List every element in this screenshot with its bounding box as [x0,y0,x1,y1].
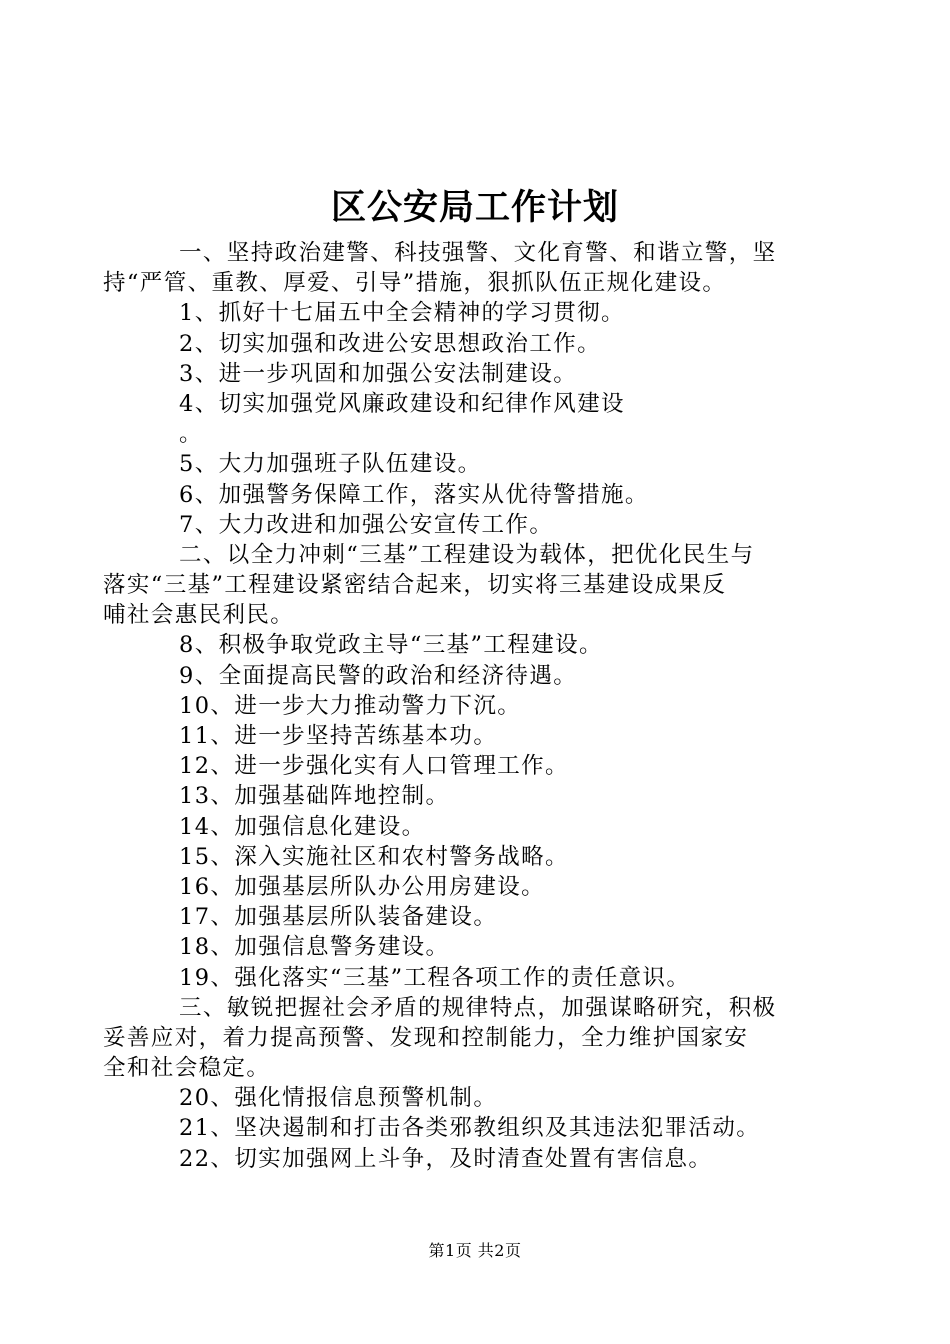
list-item: 13、加强基础阵地控制。 [179,783,450,810]
paragraph-line: 妥善应对，着力提高预警、发现和控制能力，全力维护国家安 [103,1024,749,1051]
list-item: 11、进一步坚持苦练基本功。 [179,723,498,749]
list-item: 4、切实加强党风廉政建设和纪律作风建设 [179,390,625,417]
list-item: 6、加强警务保障工作，落实从优待警措施。 [179,481,649,508]
list-item: 8、积极争取党政主导“三基”工程建设。 [179,632,603,659]
list-item: 21、坚决遏制和打击各类邪教组织及其违法犯罪活动。 [179,1115,761,1142]
list-item: 18、加强信息警务建设。 [179,934,450,961]
list-item: 。 [179,421,203,448]
page-footer: 第1页 共2页 [428,1241,522,1260]
list-item: 3、进一步巩固和加强公安法制建设。 [179,360,578,387]
list-item: 15、深入实施社区和农村警务战略。 [179,843,569,870]
list-item: 17、加强基层所队装备建设。 [179,904,498,931]
list-item: 19、强化落实“三基”工程各项工作的责任意识。 [179,964,691,991]
paragraph-line: 全和社会稳定。 [103,1055,271,1082]
paragraph-line: 三、敏锐把握社会矛盾的规律特点，加强谋略研究，积极 [179,994,777,1021]
document-body [103,238,833,1174]
list-item: 14、加强信息化建设。 [179,813,426,840]
list-item: 16、加强基层所队办公用房建设。 [179,873,546,900]
list-item: 10、进一步大力推动警力下沉。 [179,692,522,719]
paragraph-line: 哺社会惠民利民。 [103,602,295,629]
list-item: 9、全面提高民警的政治和经济待遇。 [179,662,578,689]
list-item: 5、大力加强班子队伍建设。 [179,451,482,478]
paragraph-line: 持“严管、重教、厚爱、引导”措施，狠抓队伍正规化建设。 [103,270,727,297]
list-item: 2、切实加强和改进公安思想政治工作。 [179,330,602,357]
list-item: 7、大力改进和加强公安宣传工作。 [179,511,554,538]
paragraph-line: 一、坚持政治建警、科技强警、文化育警、和谐立警，坚 [179,240,777,266]
list-item: 1、抓好十七届五中全会精神的学习贯彻。 [179,300,625,327]
list-item: 20、强化情报信息预警机制。 [179,1085,498,1112]
list-item: 12、进一步强化实有人口管理工作。 [179,753,569,780]
document-title: 区公安局工作计划 [330,187,619,228]
paragraph-line: 二、以全力冲刺“三基”工程建设为载体，把优化民生与 [179,541,755,568]
list-item: 22、切实加强网上斗争，及时清查处置有害信息。 [179,1145,713,1172]
paragraph-line: 落实“三基”工程建设紧密结合起来，切实将三基建设成果反 [103,572,727,599]
